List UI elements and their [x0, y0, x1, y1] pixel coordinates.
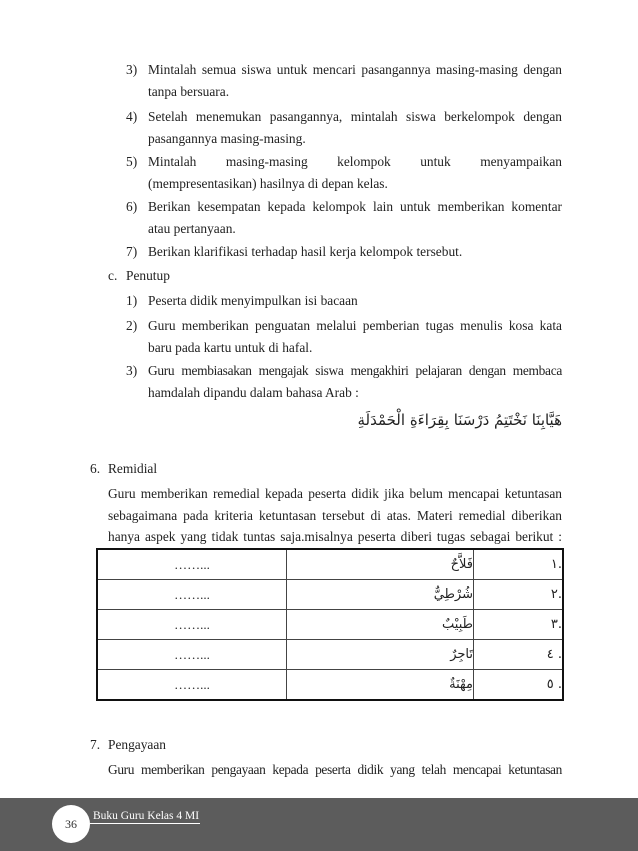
step-text-line: tanpa bersuara.	[148, 84, 230, 99]
step-text-line: Berikan klarifikasi terhadap hasil kerja kelompok tersebut.	[148, 244, 463, 259]
step-text-line: Setelah menemukan pasangannya, mintalah siswa berkelompok dengan	[148, 109, 562, 124]
section-title: Pengayaan	[108, 737, 167, 752]
step-text-line: Guru membiasakan mengajak siswa mengakhiri pelajaran dengan membaca	[148, 363, 562, 378]
arabic-word: فَلاَّحٌ	[287, 549, 474, 580]
step-text-line: Berikan kesempatan kepada kelompok lain untuk memberikan komentar	[148, 199, 562, 214]
page-footer-bar	[0, 798, 638, 851]
step-text-line: (mempresentasikan) hasilnya di depan kelas.	[148, 176, 388, 191]
step-number: 3)	[126, 62, 138, 77]
paragraph-line: Guru memberikan remedial kepada peserta didik jika belum mencapai ketuntasan	[108, 486, 562, 501]
arabic-word: مِهْنَةٌ	[287, 670, 474, 701]
step-number: 4)	[126, 109, 138, 124]
step-number: 5)	[126, 154, 138, 169]
step-text-line: atau pertanyaan.	[148, 221, 236, 236]
footer-divider	[90, 823, 200, 824]
paragraph-line: sebagaimana pada kriteria ketuntasan tersebut di atas. Materi remedial diberikan	[108, 508, 562, 523]
book-title: Buku Guru Kelas 4 MI	[93, 810, 200, 822]
answer-blank: ……...	[97, 640, 287, 670]
table-row	[97, 640, 563, 670]
row-index: .٢	[474, 580, 564, 610]
answer-blank: ……...	[97, 610, 287, 640]
row-index: . ٥	[474, 670, 564, 701]
paragraph-line: Guru memberikan pengayaan kepada peserta didik yang telah mencapai ketuntasan	[108, 762, 562, 777]
step-text-line: Guru memberikan penguatan melalui pemberian tugas menulis kosa kata	[148, 318, 562, 333]
step-number: 1)	[126, 293, 138, 308]
section-number: 6.	[90, 461, 101, 476]
table-row	[97, 670, 563, 701]
step-text-line: hamdalah dipandu dalam bahasa Arab :	[148, 385, 359, 400]
step-text-line: pasangannya masing-masing.	[148, 131, 306, 146]
section-title: Remidial	[108, 461, 158, 476]
step-text-line: Mintalah masing-masing kelompok untuk menyampaikan	[148, 154, 562, 169]
step-number: 2)	[126, 318, 138, 333]
page-number: 36	[52, 805, 90, 843]
step-number: 3)	[126, 363, 138, 378]
section-number: 7.	[90, 737, 101, 752]
arabic-word: شُرْطِيٌّ	[287, 580, 474, 610]
answer-blank: ……...	[97, 580, 287, 610]
answer-blank: ……...	[97, 670, 287, 701]
table-row	[97, 610, 563, 640]
arabic-word: طَبِيْبٌ	[287, 610, 474, 640]
row-index: .١	[474, 549, 564, 580]
step-number: 7)	[126, 244, 138, 259]
table-row	[97, 580, 563, 610]
arabic-word: تَاجِرٌ	[287, 640, 474, 670]
step-number: 6)	[126, 199, 138, 214]
table-row	[97, 549, 563, 580]
arabic-hamdalah-text: هَيَّابِنَا نَخْتَتِمُ دَرْسَنَا بِقِرَاءَةِ الْحَمْدَلَةِ	[357, 411, 562, 429]
step-text-line: baru pada kartu untuk di hafal.	[148, 340, 313, 355]
section-title: Penutup	[126, 268, 170, 283]
step-text-line: Peserta didik menyimpulkan isi bacaan	[148, 293, 358, 308]
answer-blank: ……...	[97, 549, 287, 580]
step-text-line: Mintalah semua siswa untuk mencari pasangannya masing-masing dengan	[148, 62, 562, 77]
remedial-task-table	[96, 548, 564, 701]
row-index: . ٤	[474, 640, 564, 670]
row-index: .٣	[474, 610, 564, 640]
section-label: c.	[108, 268, 118, 283]
paragraph-line: hanya aspek yang tidak tuntas saja.misalnya peserta diberi tugas sebagai berikut :	[108, 529, 562, 544]
